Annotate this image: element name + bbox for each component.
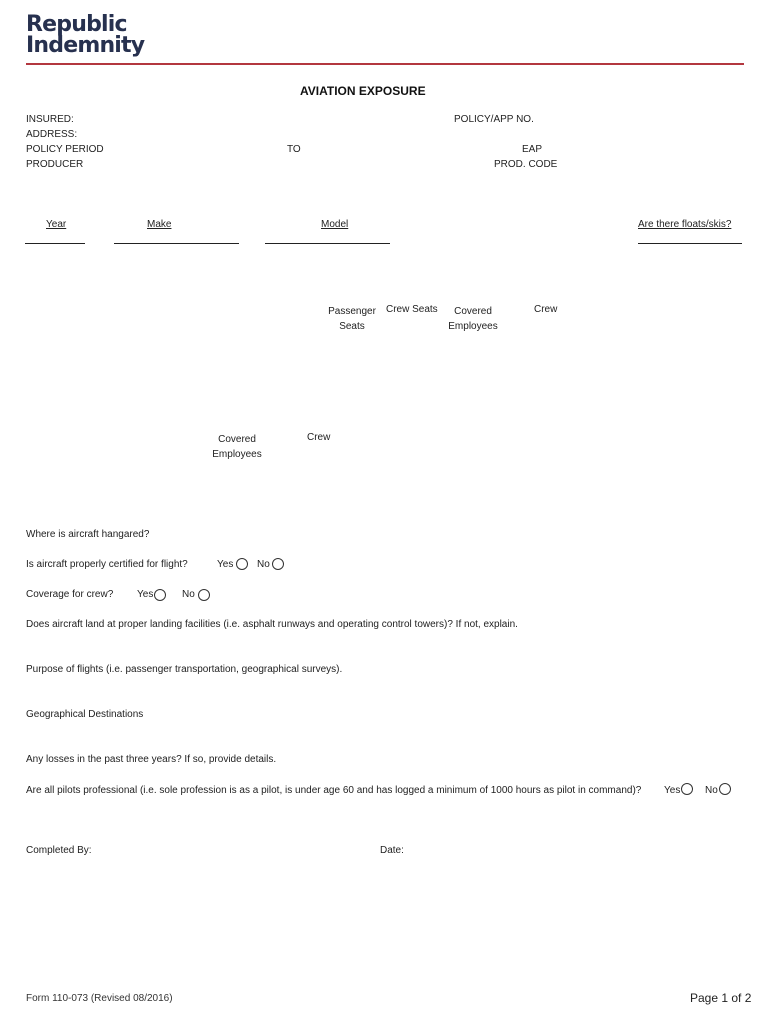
insured-label: INSURED: xyxy=(26,114,74,125)
model-entry-line[interactable] xyxy=(265,243,390,244)
year-entry-line[interactable] xyxy=(25,243,85,244)
covered-employees-header xyxy=(442,304,504,334)
purpose-question: Purpose of flights (i.e. passenger transportation, geographical surveys). xyxy=(26,664,343,675)
passenger-seats-line-2: Seats xyxy=(339,321,365,332)
certified-yes-radio[interactable] xyxy=(236,558,248,570)
pilots-yes-label: Yes xyxy=(664,785,681,796)
passenger-seats-header xyxy=(322,304,382,334)
address-label: ADDRESS: xyxy=(26,129,78,140)
coverage-crew-yes-radio[interactable] xyxy=(154,589,166,601)
pilots-question: Are all pilots professional (i.e. sole profession is as a pilot, is under age 60 and has logged a minimum of 1000 hours as pilot in command)? xyxy=(26,785,642,796)
make-entry-line[interactable] xyxy=(114,243,239,244)
completed-by-label: Completed By: xyxy=(26,845,92,856)
company-logo xyxy=(26,14,144,56)
covered-employees-header-2 xyxy=(206,432,268,462)
certified-no-radio[interactable] xyxy=(272,558,284,570)
page-number: Page 1 of 2 xyxy=(690,991,752,1005)
date-label: Date: xyxy=(380,845,404,856)
eap-label: EAP xyxy=(522,144,543,155)
covered-employees-line-2: Employees xyxy=(448,321,498,332)
coverage-crew-question: Coverage for crew? xyxy=(26,589,114,600)
logo-line-1: Republic xyxy=(26,12,127,37)
hangared-question: Where is aircraft hangared? xyxy=(26,529,150,540)
certified-no-label: No xyxy=(257,559,270,570)
coverage-crew-no-radio[interactable] xyxy=(198,589,210,601)
producer-label: PRODUCER xyxy=(26,159,84,170)
crew-header-2: Crew xyxy=(307,432,331,443)
pilots-no-label: No xyxy=(705,785,718,796)
covered-employees-2-line-1: Covered xyxy=(218,434,256,445)
header-divider xyxy=(26,63,744,65)
coverage-crew-yes-label: Yes xyxy=(137,589,154,600)
prod-code-label: PROD. CODE xyxy=(494,159,558,170)
pilots-yes-radio[interactable] xyxy=(681,783,693,795)
policy-period-label: POLICY PERIOD xyxy=(26,144,104,155)
covered-employees-line-1: Covered xyxy=(454,306,492,317)
pilots-no-radio[interactable] xyxy=(719,783,731,795)
year-header: Year xyxy=(46,219,67,230)
coverage-crew-no-label: No xyxy=(182,589,195,600)
form-number: Form 110-073 (Revised 08/2016) xyxy=(26,993,173,1004)
destinations-question: Geographical Destinations xyxy=(26,709,144,720)
floats-skis-header: Are there floats/skis? xyxy=(638,219,732,230)
logo-line-2: Indemnity xyxy=(26,33,145,58)
certified-yes-label: Yes xyxy=(217,559,234,570)
certified-question: Is aircraft properly certified for flight? xyxy=(26,559,188,570)
make-header: Make xyxy=(147,219,172,230)
passenger-seats-line-1: Passenger xyxy=(328,306,376,317)
crew-seats-header: Crew Seats xyxy=(386,304,438,315)
covered-employees-2-line-2: Employees xyxy=(212,449,262,460)
to-label: TO xyxy=(287,144,301,155)
losses-question: Any losses in the past three years? If so, provide details. xyxy=(26,754,277,765)
policy-app-no-label: POLICY/APP NO. xyxy=(454,114,534,125)
page-title: AVIATION EXPOSURE xyxy=(300,84,426,98)
crew-header: Crew xyxy=(534,304,558,315)
landing-question: Does aircraft land at proper landing facilities (i.e. asphalt runways and operating control towers)? If not, explain. xyxy=(26,619,518,630)
model-header: Model xyxy=(321,219,349,230)
floats-skis-entry-line[interactable] xyxy=(638,243,742,244)
